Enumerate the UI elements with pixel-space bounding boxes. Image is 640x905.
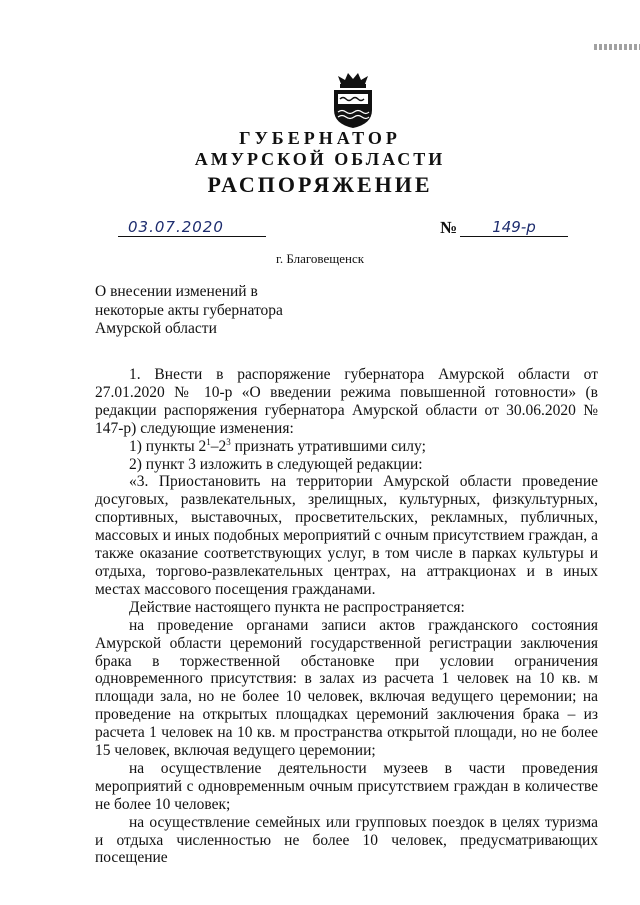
subject-line: некоторые акты губернатора	[95, 301, 283, 319]
issuer-title: ГУБЕРНАТОР	[239, 128, 401, 148]
issuer-region: АМУРСКОЙ ОБЛАСТИ	[194, 149, 446, 169]
subject-line: Амурской области	[95, 320, 217, 337]
paragraph: 1. Внести в распоряжение губернатора Амурской области от 27.01.2020 № 10-р «О введении режима повышенной готовности» (в редакции распоряжения губернатора Амурской области от 30.06.2020 № 147-р) следующие изменения:	[95, 366, 598, 437]
document-type: РАСПОРЯЖЕНИЕ	[207, 172, 433, 197]
paragraph	[95, 438, 598, 456]
document-body	[95, 366, 598, 867]
text-fragment: –2	[210, 437, 227, 455]
document-date: 03.07.2020	[118, 218, 266, 237]
text-fragment: 1) пункты 2	[129, 437, 207, 455]
coat-of-arms-icon	[330, 70, 376, 130]
superscript: 1	[206, 436, 211, 447]
superscript: 3	[226, 436, 231, 447]
paragraph: Действие настоящего пункта не распространяется:	[129, 598, 465, 616]
subject-line: О внесении изменений в	[95, 283, 258, 300]
paragraph: на осуществление деятельности музеев в части проведения мероприятий с одновременным очным присутствием граждан в количестве не более 10 человек;	[95, 759, 598, 813]
text-fragment: признать утратившими силу;	[230, 437, 426, 455]
paragraph: на проведение органами записи актов гражданского состояния Амурской области церемоний государственной регистрации заключения брака в торжественной обстановке при условии ограничения одновременного присутствия: в залах из расчета 1 человек на 10 кв. м площади зала, но не более 10 человек, включая ведущего церемонии; на проведение на открытых площадках церемоний заключения брака – из расчета 1 человек на 10 кв. м пространства открытой площади, но не более 15 человек, включая ведущего церемонии;	[95, 616, 598, 760]
document-subject	[95, 283, 375, 339]
document-number: 149-р	[460, 218, 568, 237]
paragraph: на осуществление семейных или групповых поездок в целях туризма и отдыха численностью не более 10 человек, предусматривающих посещение	[95, 813, 598, 867]
paragraph: 2) пункт 3 изложить в следующей редакции:	[129, 455, 423, 473]
scan-artifact	[594, 44, 640, 50]
paragraph: «3. Приостановить на территории Амурской области проведение досуговых, развлекательных, зрелищных, культурных, физкультурных, спортивных, выставочных, просветительских, рекламных, публичных, массовых и иных подобных мероприятий с очным присутствием граждан, а также оказание соответствующих услуг, в том числе в парках культуры и отдыха, торгово-развлекательных центрах, на аттракционах и в иных местах массового посещения гражданами.	[95, 473, 598, 598]
city: г. Благовещенск	[275, 251, 365, 266]
number-label: №	[440, 218, 458, 237]
